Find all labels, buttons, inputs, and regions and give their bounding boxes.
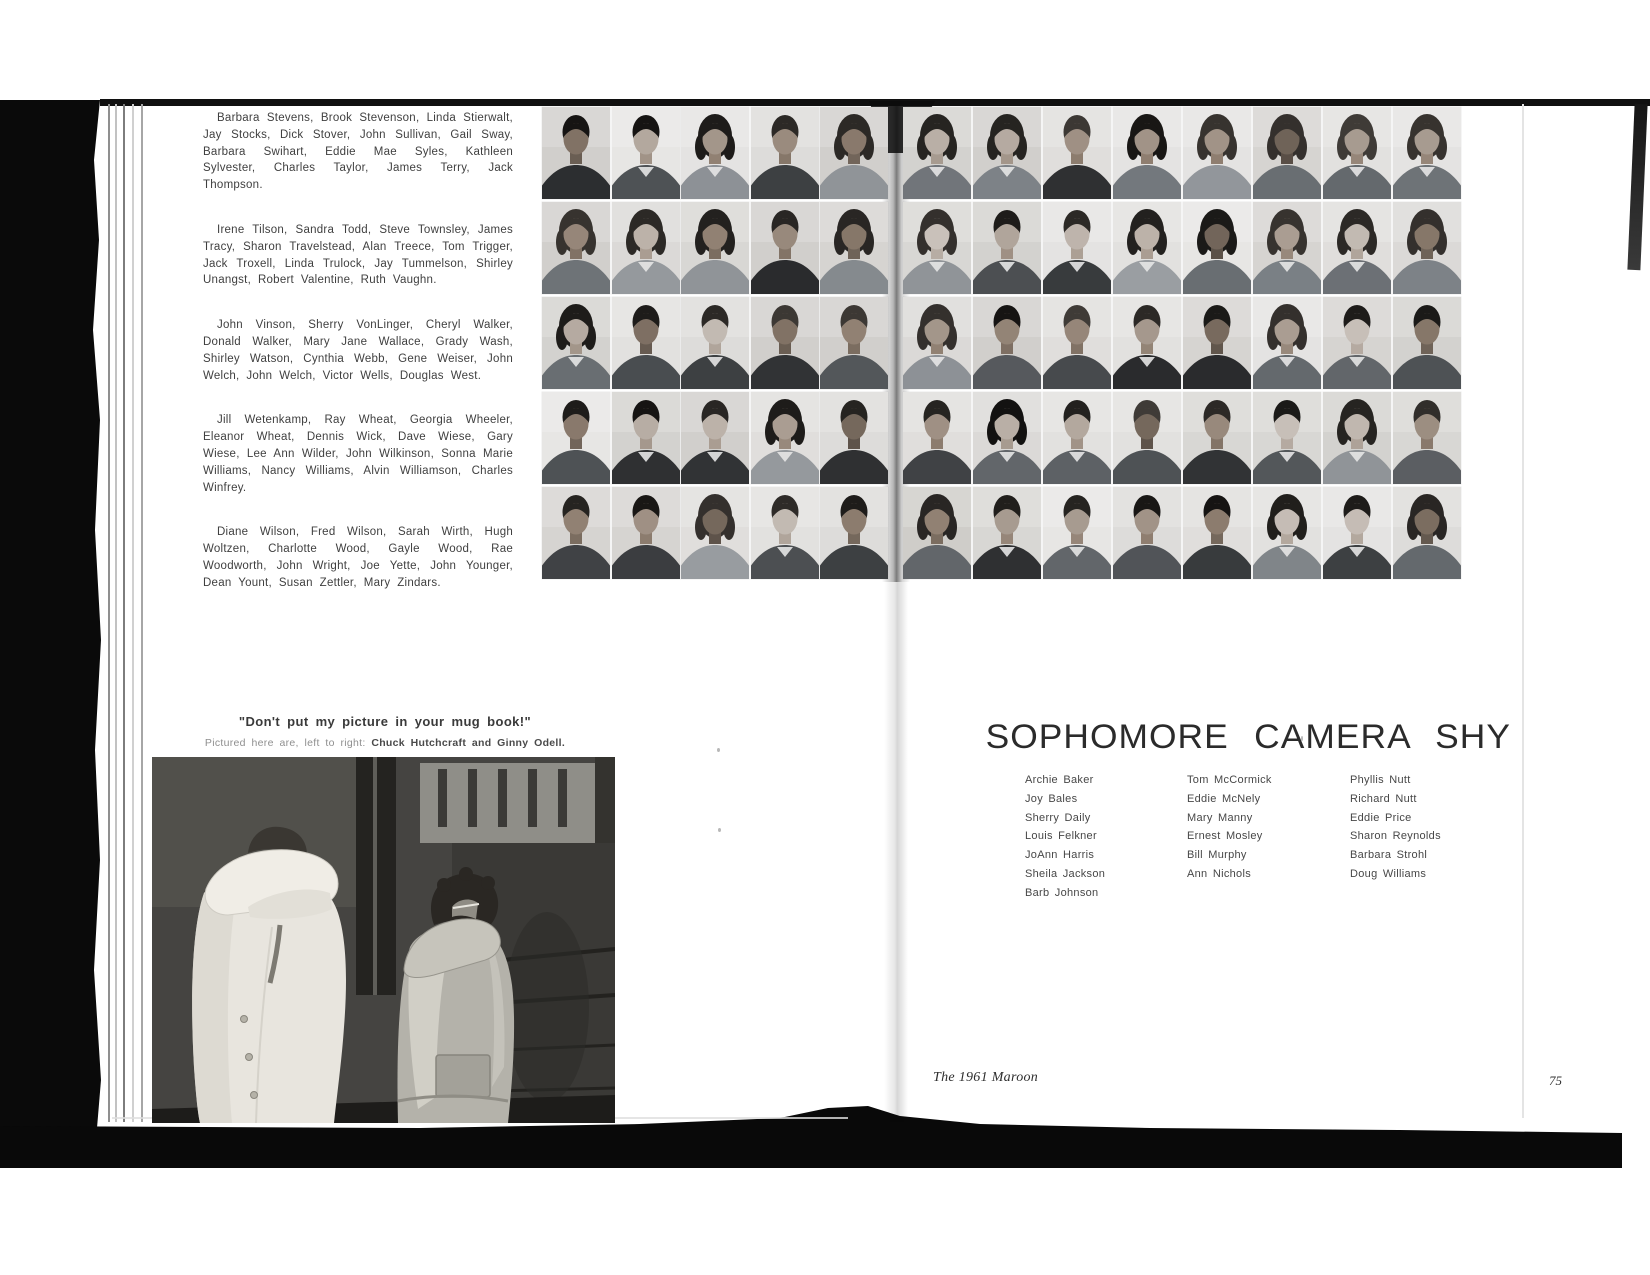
portrait-photo bbox=[820, 392, 888, 484]
portrait-photo bbox=[1183, 107, 1251, 199]
portrait-photo bbox=[1113, 487, 1181, 579]
portrait-photo bbox=[751, 202, 819, 294]
portrait-photo bbox=[1113, 392, 1181, 484]
camera-shy-name: Joy Bales bbox=[1025, 792, 1078, 805]
portrait-photo bbox=[681, 487, 749, 579]
portrait-photo bbox=[1393, 202, 1461, 294]
camera-shy-name: Bill Murphy bbox=[1187, 849, 1247, 862]
camera-shy-name: Doug Williams bbox=[1350, 867, 1427, 880]
roster-paragraph: John Vinson, Sherry VonLinger, Cheryl Walker, Donald Walker, Mary Jane Wallace, Grady Wash, Shirley Watson, Cynthia Webb, Gene Weiser, John Welch, John Welch, Victor Wells, Douglas West. bbox=[203, 319, 513, 382]
portrait-photo bbox=[1183, 392, 1251, 484]
camera-shy-name: Tom McCormick bbox=[1187, 774, 1272, 786]
portrait-photo bbox=[1043, 297, 1111, 389]
camera-shy-name: Archie Baker bbox=[1025, 774, 1094, 786]
candid-photo-illustration bbox=[152, 757, 615, 1123]
camera-shy-name: Ann Nichols bbox=[1187, 867, 1251, 880]
portrait-photo bbox=[903, 202, 971, 294]
roster-paragraph: Jill Wetenkamp, Ray Wheat, Georgia Wheeler, Eleanor Wheat, Dennis Wick, Dave Wiese, Gary Wiese, Lee Ann Wilder, John Wilkinson, Sonna Marie Williams, Nancy Williams, Alvin Williamson, Charles Winfrey. bbox=[203, 414, 513, 494]
portrait-photo bbox=[973, 297, 1041, 389]
caption-credit-prefix: Pictured here are, left to right: bbox=[204, 737, 372, 749]
camera-shy-name: Barb Johnson bbox=[1025, 886, 1099, 899]
portrait-photo bbox=[1183, 202, 1251, 294]
scan-black-margin-left bbox=[0, 100, 106, 1168]
camera-shy-name: Phyllis Nutt bbox=[1350, 774, 1411, 786]
portrait-photo bbox=[612, 202, 680, 294]
portrait-photo bbox=[1393, 487, 1461, 579]
portrait-photo bbox=[973, 202, 1041, 294]
portrait-photo bbox=[1323, 487, 1391, 579]
roster-paragraph: Diane Wilson, Fred Wilson, Sarah Wirth, Hugh Woltzen, Charlotte Wood, Gayle Wood, Rae Woodworth, John Wright, Joe Yette, John Younger, Dean Yount, Susan Zettler, Mary Zindars. bbox=[203, 526, 513, 589]
portrait-photo bbox=[973, 487, 1041, 579]
camera-shy-column-1 bbox=[1025, 771, 1105, 903]
portrait-photo bbox=[1113, 202, 1181, 294]
portrait-photo bbox=[542, 297, 610, 389]
portrait-photo bbox=[1043, 107, 1111, 199]
portrait-photo bbox=[612, 297, 680, 389]
portrait-photo bbox=[820, 107, 888, 199]
page-edge-line bbox=[108, 104, 110, 1122]
camera-shy-name: Louis Felkner bbox=[1025, 830, 1097, 843]
portrait-photo bbox=[903, 487, 971, 579]
page-number: 75 bbox=[1549, 1073, 1562, 1088]
portrait-photo bbox=[1393, 297, 1461, 389]
portrait-photo bbox=[1113, 297, 1181, 389]
camera-shy-name: Sheila Jackson bbox=[1025, 867, 1106, 880]
portrait-photo bbox=[820, 202, 888, 294]
portrait-photo bbox=[1113, 107, 1181, 199]
portrait-photo bbox=[1183, 297, 1251, 389]
footer-book-title: The 1961 Maroon bbox=[933, 1070, 1039, 1085]
portrait-photo bbox=[973, 107, 1041, 199]
portrait-photo bbox=[681, 392, 749, 484]
portrait-photo bbox=[903, 107, 971, 199]
portrait-photo bbox=[1043, 487, 1111, 579]
portrait-photo bbox=[1253, 392, 1321, 484]
portrait-photo bbox=[542, 202, 610, 294]
camera-shy-column-2 bbox=[1187, 771, 1272, 884]
portrait-photo bbox=[1323, 202, 1391, 294]
portrait-photo bbox=[903, 297, 971, 389]
portrait-photo bbox=[542, 487, 610, 579]
portrait-photo bbox=[612, 392, 680, 484]
portrait-photo bbox=[1253, 487, 1321, 579]
portrait-photo bbox=[681, 107, 749, 199]
portrait-photo bbox=[681, 297, 749, 389]
camera-shy-column-3 bbox=[1350, 771, 1441, 884]
portrait-photo bbox=[1323, 392, 1391, 484]
book-corner-mark bbox=[1627, 104, 1647, 270]
camera-shy-name: Sharon Reynolds bbox=[1350, 830, 1441, 843]
candid-caption-quote: "Don't put my picture in your mug book!" bbox=[238, 714, 532, 729]
portrait-photo bbox=[751, 392, 819, 484]
portrait-photo bbox=[751, 107, 819, 199]
camera-shy-name: Mary Manny bbox=[1187, 811, 1253, 824]
portrait-photo bbox=[612, 487, 680, 579]
portrait-photo bbox=[612, 107, 680, 199]
portrait-photo bbox=[820, 487, 888, 579]
portrait-photo bbox=[1043, 392, 1111, 484]
portrait-photo bbox=[903, 392, 971, 484]
page-edge-line bbox=[141, 104, 143, 1122]
camera-shy-name: Eddie McNely bbox=[1187, 792, 1261, 805]
page-edge-line bbox=[132, 104, 134, 1122]
camera-shy-heading: SOPHOMORE CAMERA SHY bbox=[985, 718, 1512, 756]
camera-shy-name: Richard Nutt bbox=[1350, 792, 1417, 805]
portrait-photo bbox=[542, 107, 610, 199]
camera-shy-name: Sherry Daily bbox=[1025, 811, 1091, 824]
camera-shy-name: Barbara Strohl bbox=[1350, 849, 1428, 862]
caption-credit-names: Chuck Hutchcraft and Ginny Odell. bbox=[371, 737, 566, 749]
page-edge-line bbox=[123, 104, 125, 1122]
portrait-photo bbox=[1323, 297, 1391, 389]
portrait-photo bbox=[751, 297, 819, 389]
portrait-photo bbox=[1183, 487, 1251, 579]
portrait-photo bbox=[1253, 202, 1321, 294]
portrait-photo bbox=[681, 202, 749, 294]
portrait-photo bbox=[1393, 392, 1461, 484]
scan-speck bbox=[718, 828, 721, 832]
candid-photo bbox=[152, 757, 615, 1123]
portrait-photo bbox=[1043, 202, 1111, 294]
right-page-edge bbox=[1522, 104, 1524, 1118]
portrait-photo bbox=[1253, 297, 1321, 389]
roster-paragraph: Irene Tilson, Sandra Todd, Steve Townsley, James Tracy, Sharon Travelstead, Alan Treece, Tom Trigger, Jack Troxell, Linda Trulock, Jay Tummelson, Shirley Unangst, Robert Valentine, Ruth Vaughn. bbox=[203, 223, 513, 287]
portrait-photo bbox=[973, 392, 1041, 484]
camera-shy-name: Ernest Mosley bbox=[1187, 830, 1263, 843]
book-gutter-shadow-lower bbox=[884, 582, 908, 1122]
portrait-photo bbox=[751, 487, 819, 579]
camera-shy-name: JoAnn Harris bbox=[1025, 849, 1095, 862]
roster-paragraph: Barbara Stevens, Brook Stevenson, Linda Stierwalt, Jay Stocks, Dick Stover, John Sullivan, Gail Sway, Barbara Swihart, Eddie Mae Syles, Kathleen Sylvester, Charles Taylor, James Terry, Jack Thompson. bbox=[203, 112, 513, 192]
portrait-photo bbox=[820, 297, 888, 389]
student-roster bbox=[203, 110, 513, 620]
portrait-photo bbox=[1393, 107, 1461, 199]
candid-caption-credit bbox=[155, 737, 615, 749]
camera-shy-name: Eddie Price bbox=[1350, 811, 1412, 824]
portrait-photo bbox=[542, 392, 610, 484]
scan-speck bbox=[717, 748, 720, 752]
portrait-photo bbox=[1323, 107, 1391, 199]
portrait-photo bbox=[1253, 107, 1321, 199]
page-edge-line bbox=[115, 104, 117, 1122]
